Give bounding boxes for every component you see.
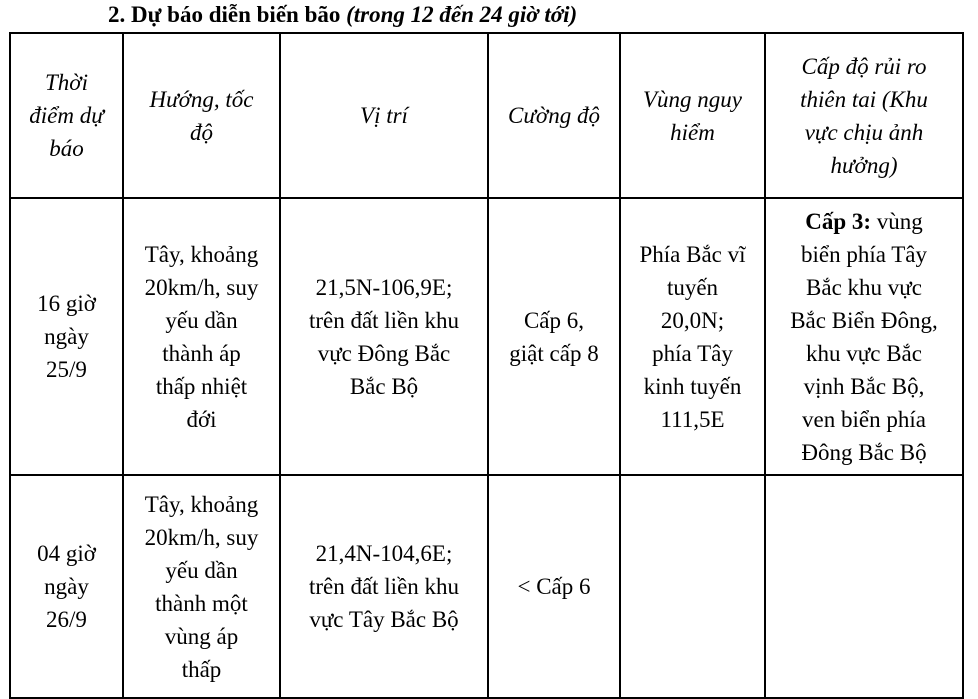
cell-danger-zone: Phía Bắc vĩ tuyến 20,0N; phía Tây kinh tuyến 111,5E — [620, 198, 765, 475]
cell-intensity: Cấp 6, giật cấp 8 — [488, 198, 620, 475]
cell-direction: Tây, khoảng 20km/h, suy yếu dần thành áp thấp nhiệt đới — [123, 198, 280, 475]
cell-time: 04 giờ ngày 26/9 — [10, 475, 123, 698]
section-heading — [108, 0, 577, 30]
header-danger-zone: Vùng nguy hiểm — [620, 33, 765, 198]
table-row — [10, 475, 963, 698]
heading-italic-text: (trong 12 đến 24 giờ tới) — [346, 2, 578, 27]
table-row — [10, 198, 963, 475]
cell-intensity: < Cấp 6 — [488, 475, 620, 698]
cell-time: 16 giờ ngày 25/9 — [10, 198, 123, 475]
storm-forecast-table — [9, 32, 964, 699]
cell-risk-level — [765, 475, 963, 698]
header-position: Vị trí — [280, 33, 488, 198]
cell-danger-zone — [620, 475, 765, 698]
header-direction: Hướng, tốc độ — [123, 33, 280, 198]
cell-risk-level: Cấp 3: vùng biển phía Tây Bắc khu vực Bắc Biển Đông, khu vực Bắc vịnh Bắc Bộ, ven biển phía Đông Bắc Bộ — [765, 198, 963, 475]
heading-text: 2. Dự báo diễn biến bão — [108, 2, 347, 27]
header-row — [10, 33, 963, 198]
cell-position: 21,4N-104,6E; trên đất liền khu vực Tây Bắc Bộ — [280, 475, 488, 698]
cell-position: 21,5N-106,9E; trên đất liền khu vực Đông Bắc Bắc Bộ — [280, 198, 488, 475]
header-risk-level: Cấp độ rủi ro thiên tai (Khu vực chịu ảnh hưởng) — [765, 33, 963, 198]
header-time: Thời điểm dự báo — [10, 33, 123, 198]
header-intensity: Cường độ — [488, 33, 620, 198]
risk-level-label: Cấp 3: — [805, 208, 872, 234]
cell-direction: Tây, khoảng 20km/h, suy yếu dần thành một vùng áp thấp — [123, 475, 280, 698]
